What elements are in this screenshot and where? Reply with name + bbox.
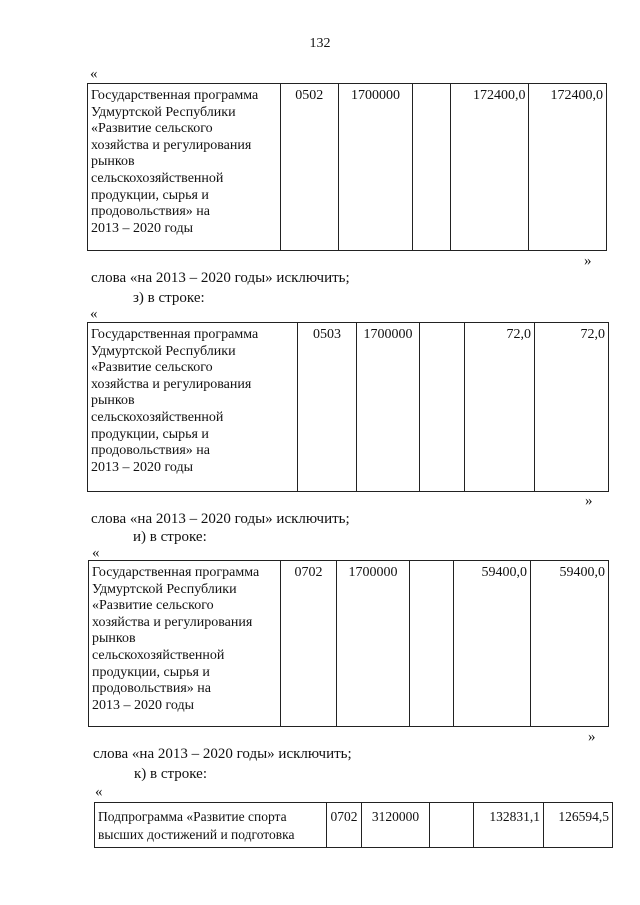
target-article-cell: 1700000	[357, 323, 420, 492]
section-code-cell: 0503	[298, 323, 357, 492]
amount-cell-1: 59400,0	[454, 561, 531, 727]
amount-cell-2: 126594,5	[544, 803, 613, 848]
open-quote: «	[92, 545, 100, 561]
table-row	[88, 323, 609, 492]
program-name-cell: Государственная программа Удмуртской Республики «Развитие сельского хозяйства и регулирования рынков сельскохозяйственной продукции, сырья и продовольствия» на 2013 – 2020 годы	[88, 84, 281, 251]
remove-years-instruction: слова «на 2013 – 2020 годы» исключить;	[93, 746, 352, 762]
target-article-cell: 1700000	[337, 561, 410, 727]
subprogram-name-cell: Подпрограмма «Развитие спорта высших достижений и подготовка	[95, 803, 327, 848]
open-quote: «	[90, 66, 98, 82]
close-quote: »	[584, 253, 592, 269]
budget-table-row-0702	[88, 560, 609, 727]
section-code-cell: 0502	[280, 84, 338, 251]
amount-cell-1: 72,0	[465, 323, 535, 492]
section-code-cell: 0702	[281, 561, 337, 727]
target-article-cell: 1700000	[338, 84, 412, 251]
table-row	[88, 84, 607, 251]
close-quote: »	[588, 729, 596, 745]
remove-years-instruction: слова «на 2013 – 2020 годы» исключить;	[91, 270, 350, 286]
amount-cell-1: 132831,1	[474, 803, 544, 848]
budget-table-row-0503	[87, 322, 609, 492]
subclause-k: к) в строке:	[134, 766, 208, 782]
amount-cell-1: 172400,0	[450, 84, 529, 251]
table-row	[95, 803, 613, 848]
program-name-cell: Государственная программа Удмуртской Республики «Развитие сельского хозяйства и регулирования рынков сельскохозяйственной продукции, сырья и продовольствия» на 2013 – 2020 годы	[89, 561, 281, 727]
expense-kind-cell	[410, 561, 454, 727]
subclause-z: з) в строке:	[133, 290, 205, 306]
open-quote: «	[95, 784, 103, 800]
expense-kind-cell	[430, 803, 474, 848]
subclause-i: и) в строке:	[133, 529, 207, 545]
target-article-cell: 3120000	[362, 803, 430, 848]
open-quote: «	[90, 306, 98, 322]
budget-table-row-subprogram	[94, 802, 613, 848]
close-quote: »	[585, 493, 593, 509]
amount-cell-2: 59400,0	[531, 561, 609, 727]
page-number: 132	[309, 36, 331, 51]
amount-cell-2: 172400,0	[529, 84, 607, 251]
amount-cell-2: 72,0	[535, 323, 609, 492]
budget-table-row-0502	[87, 83, 607, 251]
remove-years-instruction: слова «на 2013 – 2020 годы» исключить;	[91, 511, 350, 527]
section-code-cell: 0702	[327, 803, 362, 848]
expense-kind-cell	[413, 84, 451, 251]
program-name-cell: Государственная программа Удмуртской Республики «Развитие сельского хозяйства и регулирования рынков сельскохозяйственной продукции, сырья и продовольствия» на 2013 – 2020 годы	[88, 323, 298, 492]
table-row	[89, 561, 609, 727]
expense-kind-cell	[420, 323, 465, 492]
